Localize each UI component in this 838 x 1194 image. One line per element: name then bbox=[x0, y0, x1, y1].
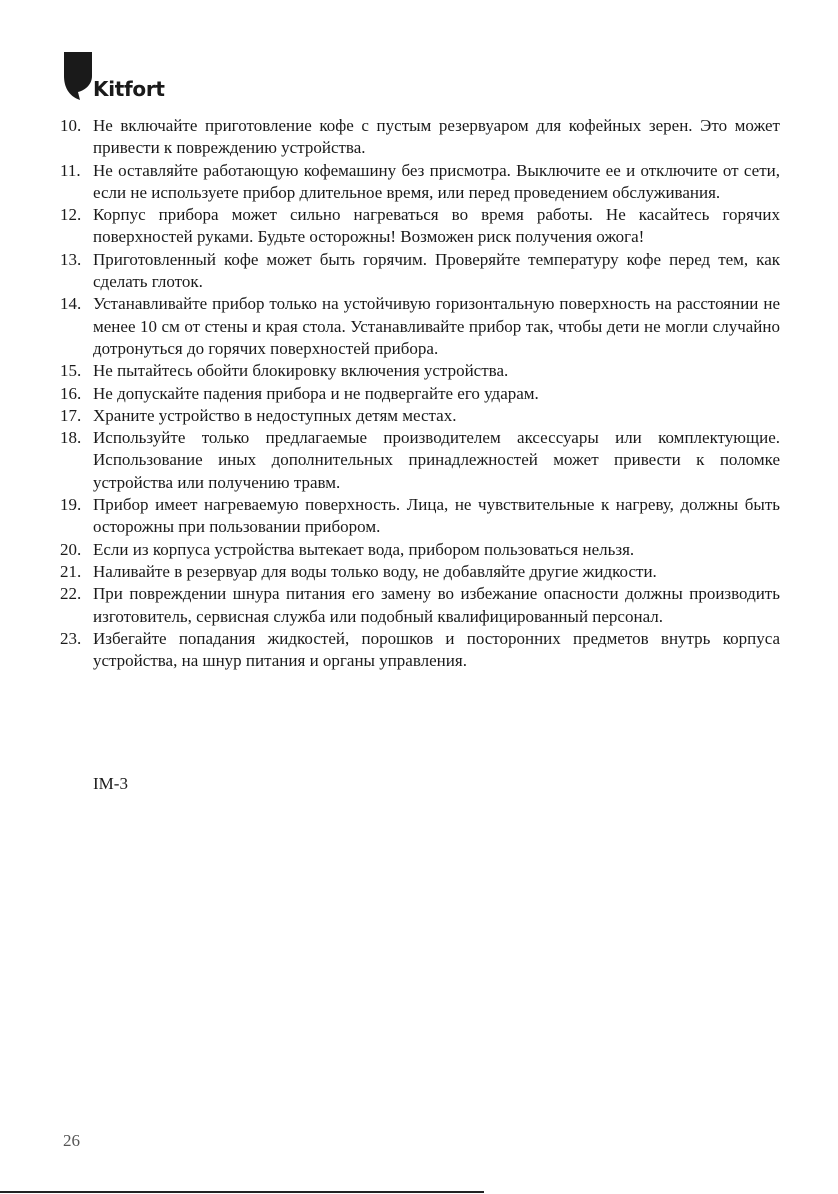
list-item-number: 23. bbox=[60, 628, 82, 648]
instruction-list bbox=[60, 115, 780, 672]
list-item bbox=[60, 628, 780, 673]
list-item-text: Устанавливайте прибор только на устойчивую горизонтальную поверхность на расстоянии не менее 10 см от стены и края стола. Устанавливайте прибор так, чтобы дети не могли случайно дотронуться до горячих поверхностей прибора. bbox=[93, 294, 780, 358]
list-item bbox=[60, 360, 780, 382]
bottom-rule bbox=[0, 1191, 484, 1193]
list-item bbox=[60, 115, 780, 160]
list-item-number: 12. bbox=[60, 205, 82, 225]
safety-instructions bbox=[60, 115, 780, 672]
list-item-number: 11. bbox=[60, 160, 81, 180]
list-item bbox=[60, 583, 780, 628]
list-item bbox=[60, 293, 780, 360]
list-item bbox=[60, 405, 780, 427]
list-item-number: 16. bbox=[60, 383, 82, 403]
list-item-text: Не оставляйте работающую кофемашину без присмотра. Выключите ее и отключите от сети, если не используете прибор длительное время, или перед проведением обслуживания. bbox=[93, 160, 780, 202]
list-item-text: При повреждении шнура питания его замену во избежание опасности должны производить изготовитель, сервисная служба или подобный квалифицированный персонал. bbox=[93, 584, 780, 626]
list-item bbox=[60, 249, 780, 294]
list-item-number: 10. bbox=[60, 116, 82, 135]
list-item bbox=[60, 494, 780, 539]
list-item-text: Не включайте приготовление кофе с пустым резервуаром для кофейных зерен. Это может привести к повреждению устройства. bbox=[93, 116, 780, 158]
list-item-number: 15. bbox=[60, 361, 82, 381]
list-item-text: Храните устройство в недоступных детям местах. bbox=[93, 405, 457, 425]
kitfort-logo-mark-icon bbox=[62, 50, 96, 102]
list-item-text: Используйте только предлагаемые производителем аксессуары или комплектующие. Использование иных дополнительных принадлежностей может привести к поломке устройства или получению травм. bbox=[93, 428, 780, 492]
list-item-text: Избегайте попадания жидкостей, порошков и посторонних предметов внутрь корпуса устройства, на шнур питания и органы управления. bbox=[93, 628, 780, 671]
model-code: IM-3 bbox=[93, 774, 128, 793]
list-item bbox=[60, 561, 780, 583]
list-item-number: 20. bbox=[60, 539, 82, 559]
list-item bbox=[60, 160, 780, 205]
brand-name: Kitfort bbox=[93, 77, 165, 101]
page-number: 26 bbox=[63, 1131, 80, 1150]
list-item bbox=[60, 383, 780, 405]
list-item-text: Не пытайтесь обойти блокировку включения устройства. bbox=[93, 361, 509, 381]
list-item-number: 14. bbox=[60, 294, 82, 314]
list-item-number: 18. bbox=[60, 428, 82, 448]
list-item-text: Приготовленный кофе может быть горячим. Проверяйте температуру кофе перед тем, как сделать глоток. bbox=[93, 249, 780, 292]
list-item-text: Наливайте в резервуар для воды только воду, не добавляйте другие жидкости. bbox=[93, 561, 657, 581]
list-item-number: 22. bbox=[60, 584, 82, 604]
list-item-text: Корпус прибора может сильно нагреваться во время работы. Не касайтесь горячих поверхностей руками. Будьте осторожны! Возможен риск получения ожога! bbox=[93, 205, 780, 247]
list-item-number: 19. bbox=[60, 495, 82, 515]
list-item bbox=[60, 539, 780, 561]
list-item-text: Не допускайте падения прибора и не подвергайте его ударам. bbox=[93, 383, 539, 403]
list-item-text: Если из корпуса устройства вытекает вода, прибором пользоваться нельзя. bbox=[93, 539, 635, 559]
list-item bbox=[60, 427, 780, 494]
list-item-number: 17. bbox=[60, 405, 82, 425]
list-item-number: 21. bbox=[60, 561, 82, 581]
brand-logo bbox=[62, 50, 182, 106]
list-item-number: 13. bbox=[60, 249, 82, 269]
list-item-text: Прибор имеет нагреваемую поверхность. Лица, не чувствительные к нагреву, должны быть осторожны при пользовании прибором. bbox=[93, 495, 780, 537]
list-item bbox=[60, 204, 780, 249]
